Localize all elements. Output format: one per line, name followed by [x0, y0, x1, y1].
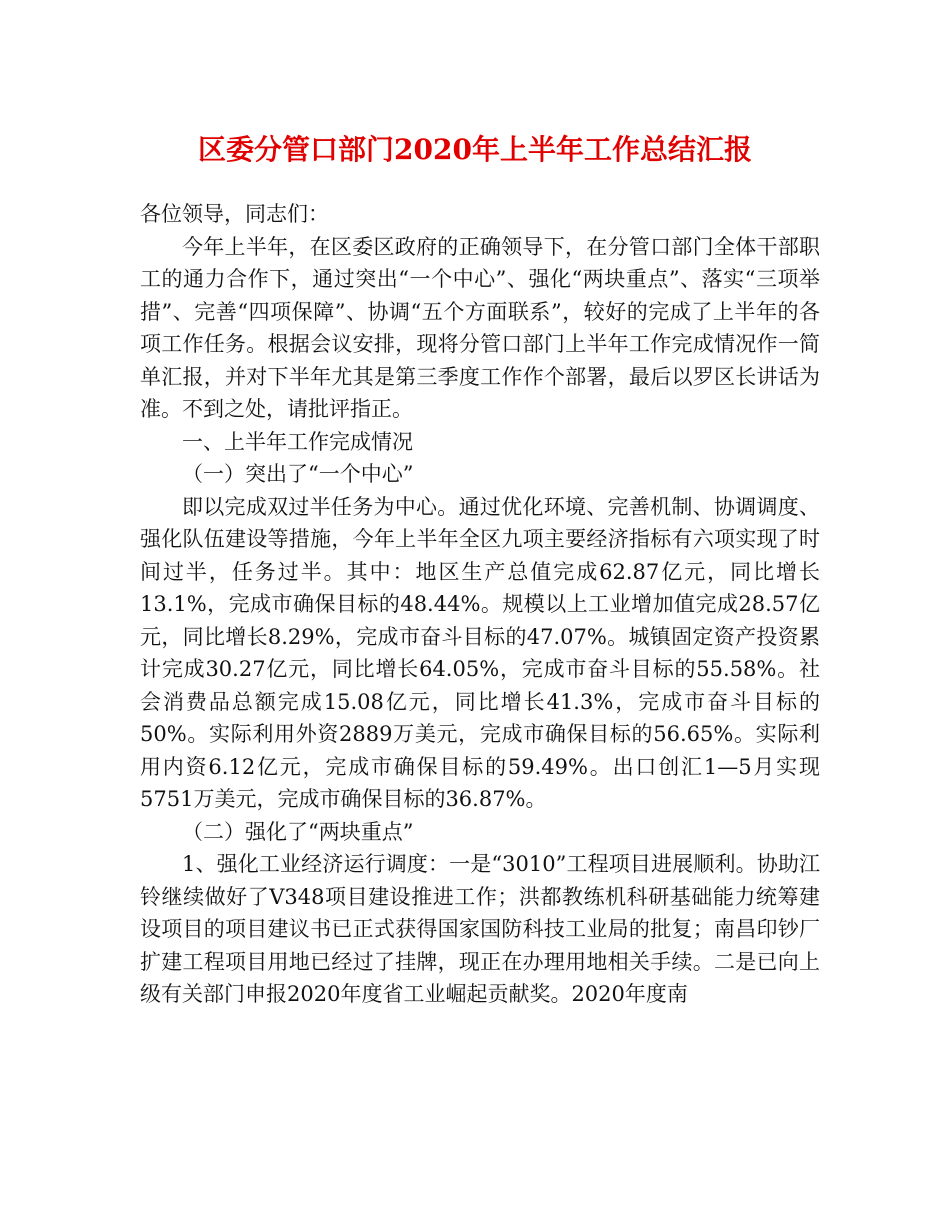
paragraph: 一、上半年工作完成情况: [182, 429, 413, 454]
paragraph: 今年上半年，在区委区政府的正确领导下，在分管口部门全体干部职工的通力合作下，通过突出“一个中心”、强化“两块重点”、落实“三项举措”、完善“四项保障”、协调“五个方面联系”，较好的完成了上半年的各项工作任务。根据会议安排，现将分管口部门上半年工作完成情况作一简单汇报，并对下半年尤其是第三季度工作作个部署，最后以罗区长讲话为准。不到之处，请批评指正。: [140, 234, 820, 421]
paragraph: 1、强化工业经济运行调度：一是“3010”工程项目进展顺利。协助江铃继续做好了V348项目建设推进工作；洪都教练机科研基础能力统筹建设项目的项目建议书已正式获得国家国防科技工业局的批复；南昌印钞厂扩建工程项目用地已经过了挂牌，现正在办理用地相关手续。二是已向上级有关部门申报2020年度省工业崛起贡献奖。2020年度南: [140, 852, 820, 1006]
paragraph: 即以完成双过半任务为中心。通过优化环境、完善机制、协调调度、强化队伍建设等措施，今年上半年全区九项主要经济指标有六项实现了时间过半，任务过半。其中：地区生产总值完成62.87亿元，同比增长13.1%，完成市确保目标的48.44%。规模以上工业增加值完成28.57亿元，同比增长8.29%，完成市奋斗目标的47.07%。城镇固定资产投资累计完成30.27亿元，同比增长64.05%，完成市奋斗目标的55.58%。社会消费品总额完成15.08亿元，同比增长41.3%，完成市奋斗目标的50%。实际利用外资2889万美元，完成市确保目标的56.65%。实际利用内资6.12亿元，完成市确保目标的59.49%。出口创汇1—5月实现5751万美元，完成市确保目标的36.87%。: [140, 494, 820, 811]
paragraph: 各位领导，同志们：: [140, 202, 329, 226]
paragraph: （二）强化了“两块重点”: [182, 819, 414, 844]
document-body: [140, 198, 820, 1011]
paragraph: （一）突出了“一个中心”: [182, 462, 414, 486]
document-title: 区委分管口部门2020年上半年工作总结汇报: [198, 133, 752, 166]
